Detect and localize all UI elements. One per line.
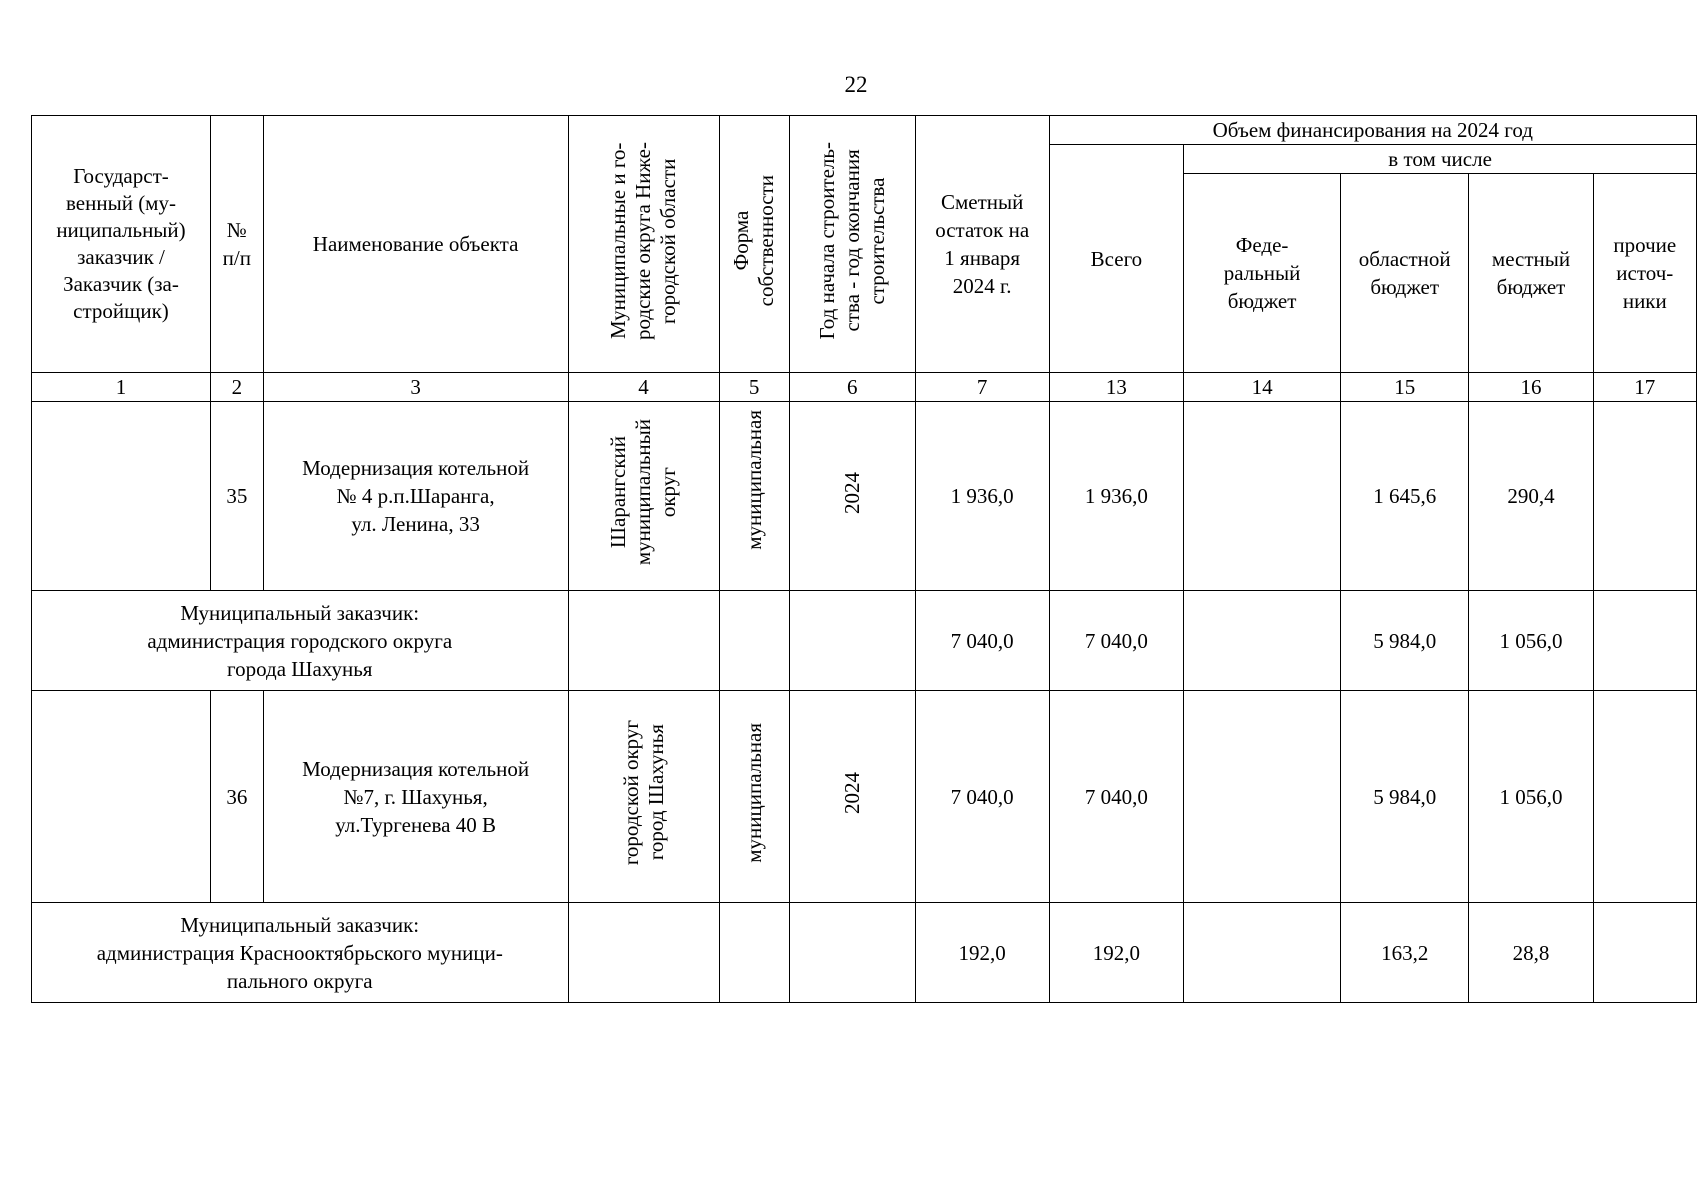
cell-total: 1 936,0 [1049,402,1184,591]
header-estimate-balance: Сметный остаток на 1 января 2024 г. [915,116,1049,373]
header-total: Всего [1049,145,1184,373]
cell-number: 35 [210,402,263,591]
column-number: 1 [32,373,211,402]
cell-balance: 192,0 [915,903,1049,1003]
cell-regional: 5 984,0 [1340,591,1469,691]
cell-local: 28,8 [1469,903,1593,1003]
cell-federal [1184,691,1341,903]
header-municipality: Муниципальные и го- родские округа Ниже- городской области [568,116,719,373]
cell-municipality: городской округ город Шахунья [568,691,719,903]
customer-label: Муниципальный заказчик: администрация Краснооктябрьского муници- пального округа [32,903,569,1003]
cell-regional: 1 645,6 [1340,402,1469,591]
cell-local: 290,4 [1469,402,1593,591]
column-number: 4 [568,373,719,402]
header-ownership: Форма собственности [719,116,789,373]
cell-other [1593,691,1696,903]
cell-customer-empty [32,402,211,591]
cell-customer-empty [32,691,211,903]
column-number: 2 [210,373,263,402]
cell-local: 1 056,0 [1469,691,1593,903]
cell-ownership: муниципальная [719,402,789,591]
cell-balance: 7 040,0 [915,691,1049,903]
column-number: 14 [1184,373,1341,402]
cell-balance: 7 040,0 [915,591,1049,691]
header-other: прочие источ- ники [1593,174,1696,373]
cell-federal [1184,903,1341,1003]
header-object-name: Наименование объекта [263,116,568,373]
cell-year: 2024 [789,402,915,591]
page-number: 22 [844,72,868,97]
column-number: 3 [263,373,568,402]
cell-municipality: Шарангский муниципальный округ [568,402,719,591]
cell-regional: 163,2 [1340,903,1469,1003]
header-financing-group: Объем финансирования на 2024 год [1049,116,1696,145]
cell-federal [1184,591,1341,691]
customer-label: Муниципальный заказчик: администрация городского округа города Шахунья [32,591,569,691]
column-number: 5 [719,373,789,402]
cell-object: Модернизация котельной № 4 р.п.Шаранга, ул. Ленина, 33 [263,402,568,591]
cell-balance: 1 936,0 [915,402,1049,591]
header-including: в том числе [1184,145,1697,174]
cell-other [1593,402,1696,591]
table-row [32,691,1697,903]
cell-ownership: муниципальная [719,691,789,903]
customer-row [32,591,1697,691]
column-number: 15 [1340,373,1469,402]
cell-total: 192,0 [1049,903,1184,1003]
cell-other [1593,903,1696,1003]
cell-total: 7 040,0 [1049,691,1184,903]
column-number: 13 [1049,373,1184,402]
column-number: 16 [1469,373,1593,402]
table-row [32,402,1697,591]
cell-total: 7 040,0 [1049,591,1184,691]
column-number: 7 [915,373,1049,402]
header-customer: Государст- венный (му- ниципальный) заказчик / Заказчик (за- стройщик) [32,116,211,373]
column-numbers-row [32,373,1697,402]
header-regional: областной бюджет [1340,174,1469,373]
header-number: № п/п [210,116,263,373]
header-years: Год начала строитель- ства - год окончания строительства [789,116,915,373]
customer-row [32,903,1697,1003]
cell-other [1593,591,1696,691]
financing-table [31,115,1697,1003]
cell-number: 36 [210,691,263,903]
cell-local: 1 056,0 [1469,591,1593,691]
header-local: местный бюджет [1469,174,1593,373]
cell-regional: 5 984,0 [1340,691,1469,903]
header-federal: Феде- ральный бюджет [1184,174,1341,373]
column-number: 6 [789,373,915,402]
cell-year: 2024 [789,691,915,903]
column-number: 17 [1593,373,1696,402]
cell-object: Модернизация котельной №7, г. Шахунья, ул.Тургенева 40 В [263,691,568,903]
cell-federal [1184,402,1341,591]
